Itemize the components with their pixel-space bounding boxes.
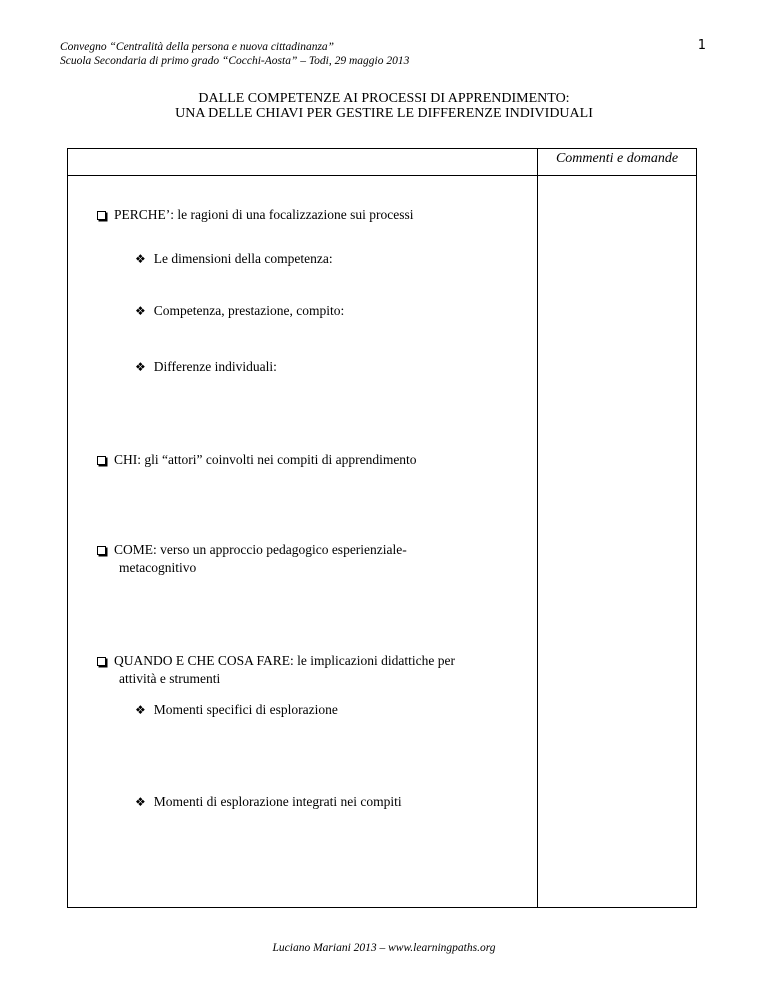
header-line-1: Convegno “Centralità della persona e nuova cittadinanza” <box>60 41 335 53</box>
subitem-momenti-integrati-text: Momenti di esplorazione integrati nei compiti <box>153 794 402 809</box>
section-chi-text: CHI: gli “attori” coinvolti nei compiti di apprendimento <box>114 452 417 467</box>
diamond-bullet-icon: ❖ <box>135 252 146 266</box>
column-divider <box>537 149 538 907</box>
document-header <box>60 40 409 68</box>
section-quando <box>97 652 455 688</box>
section-perche <box>97 206 414 224</box>
subitem-competenza <box>135 302 344 320</box>
section-quando-text-2: attività e strumenti <box>119 671 221 686</box>
section-quando-text-1: QUANDO E CHE COSA FARE: le implicazioni didattiche per <box>114 653 455 668</box>
subitem-differenze-text: Differenze individuali: <box>153 359 277 374</box>
section-come <box>97 541 407 577</box>
diamond-bullet-icon: ❖ <box>135 360 146 374</box>
document-title <box>0 91 768 121</box>
subitem-dimensioni <box>135 250 333 268</box>
diamond-bullet-icon: ❖ <box>135 304 146 318</box>
section-perche-text: PERCHE’: le ragioni di una focalizzazione sui processi <box>114 207 414 222</box>
checkbox-icon <box>97 456 106 465</box>
title-line-2: UNA DELLE CHIAVI PER GESTIRE LE DIFFERENZE INDIVIDUALI <box>175 106 593 121</box>
comments-column-header: Commenti e domande <box>555 151 679 166</box>
header-line-2: Scuola Secondaria di primo grado “Cocchi-Aosta” – Todi, 29 maggio 2013 <box>60 55 410 67</box>
page-number: 1 <box>697 38 706 53</box>
checkbox-icon <box>97 211 106 220</box>
subitem-differenze <box>135 358 277 376</box>
checkbox-icon <box>97 657 106 666</box>
section-come-text-1: COME: verso un approccio pedagogico esperienziale- <box>114 542 407 557</box>
header-row-divider <box>68 175 696 176</box>
checkbox-icon <box>97 546 106 555</box>
document-footer: Luciano Mariani 2013 – www.learningpaths.org <box>272 942 496 954</box>
subitem-momenti-specifici-text: Momenti specifici di esplorazione <box>153 702 338 717</box>
title-line-1: DALLE COMPETENZE AI PROCESSI DI APPRENDIMENTO: <box>198 91 570 106</box>
section-chi <box>97 451 417 469</box>
subitem-momenti-specifici <box>135 701 338 719</box>
diamond-bullet-icon: ❖ <box>135 703 146 717</box>
subitem-momenti-integrati <box>135 793 402 811</box>
section-come-text-2: metacognitivo <box>119 560 197 575</box>
subitem-competenza-text: Competenza, prestazione, compito: <box>153 303 345 318</box>
diamond-bullet-icon: ❖ <box>135 795 146 809</box>
subitem-dimensioni-text: Le dimensioni della competenza: <box>153 251 333 266</box>
